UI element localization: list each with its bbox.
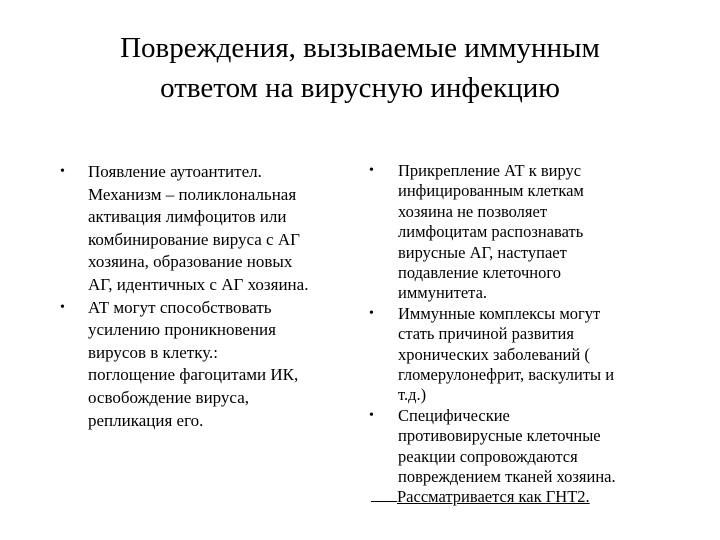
text-line: Иммунные комплексы могут [398, 303, 601, 323]
text-line: освобождение вируса, [88, 387, 249, 407]
text-line: повреждением тканей хозяина. [398, 467, 616, 487]
text-line: усилению проникновения [88, 320, 276, 340]
text-line: активация лимфоцитов или [88, 207, 287, 227]
underline-blank [371, 485, 397, 502]
text-line: реакции сопровождаются [398, 446, 578, 466]
text-line: комбинирование вируса с АГ [88, 229, 300, 249]
list-item-text [398, 304, 674, 406]
text-line: хозяина, образование новых [88, 252, 293, 272]
bullet-icon: • [369, 163, 374, 178]
text-line: Специфические [398, 405, 510, 425]
text-line: инфицированным клеткам [398, 181, 584, 201]
text-line: хозяина не позволяет [398, 201, 548, 221]
list-item-text [88, 297, 360, 433]
right-bullet-list [369, 161, 674, 488]
bullet-icon: • [369, 305, 374, 321]
bullet-icon: • [369, 407, 374, 423]
text-line: противовирусные клеточные [398, 426, 601, 446]
title-line-1: Повреждения, вызываемые иммунным [120, 32, 600, 64]
text-line: вирусов в клетку.: [88, 342, 219, 362]
text-line: Появление аутоантител. [88, 162, 262, 181]
bullet-icon: • [60, 299, 65, 315]
text-line: т.д.) [398, 385, 427, 405]
text-line: репликация его. [88, 410, 204, 430]
list-item [60, 297, 360, 433]
text-line: хронических заболеваний ( [398, 344, 590, 364]
left-bullet-list [60, 161, 360, 432]
text-line: подавление клеточного [398, 263, 561, 283]
list-item [369, 161, 674, 304]
bullet-icon: • [60, 164, 65, 179]
text-line: АТ могут способствовать [88, 297, 272, 317]
title-line-2: ответом на вирусную инфекцию [160, 72, 560, 104]
list-item [60, 161, 360, 297]
list-item [369, 406, 674, 488]
text-line: поглощение фагоцитами ИК, [88, 365, 299, 385]
footnote-text: Рассматривается как ГНТ2. [397, 487, 590, 506]
list-item-text [398, 406, 674, 488]
slide-title [60, 28, 660, 108]
text-line: стать причиной развития [398, 324, 574, 344]
footnote [371, 485, 661, 507]
text-line: лимфоцитам распознавать [398, 222, 584, 242]
list-item [369, 304, 674, 406]
text-line: иммунитета. [398, 283, 488, 303]
text-line: Прикрепление АТ к вирус [398, 161, 582, 180]
text-line: Механизм – поликлональная [88, 184, 297, 204]
list-item-text [398, 161, 674, 304]
text-line: вирусные АГ, наступает [398, 242, 567, 262]
text-line: АГ, идентичных с АГ хозяина. [88, 274, 309, 294]
list-item-text [88, 161, 360, 297]
text-line: гломерулонефрит, васкулиты и [398, 365, 615, 385]
